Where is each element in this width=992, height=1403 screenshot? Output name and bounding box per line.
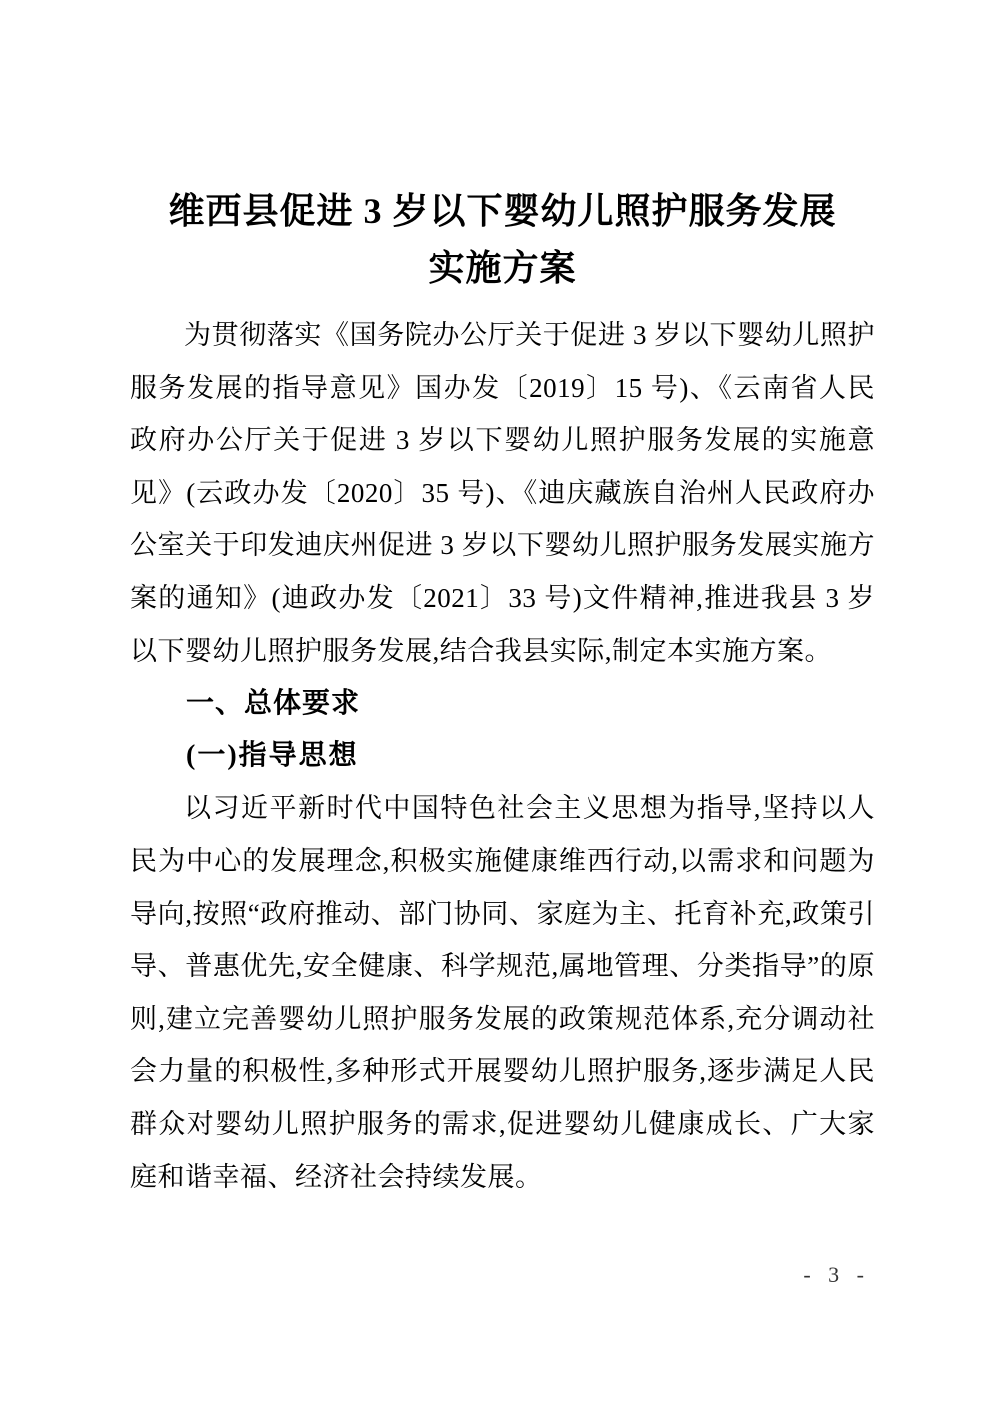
- section-heading-overall-requirements: 一、总体要求: [186, 687, 361, 719]
- subsection-heading-guiding-ideology: (一)指导思想: [186, 739, 359, 771]
- document-title: [130, 0, 875, 297]
- intro-paragraph: 为贯彻落实《国务院办公厅关于促进 3 岁以下婴幼儿照护服务发展的指导意见》国办发〔2019〕15 号)、《云南省人民政府办公厅关于促进 3 岁以下婴幼儿照护服务发展的实施意见》(云政办发〔2020〕35 号)、《迪庆藏族自治州人民政府办公室关于印发迪庆州促进 3 岁以下婴幼儿照护服务发展实施方案的通知》(迪政办发〔2021〕33 号)文件精神,推进我县 3 岁以下婴幼儿照护服务发展,结合我县实际,制定本实施方案。: [130, 320, 875, 666]
- document-title-line2: 实施方案: [428, 248, 577, 288]
- guiding-ideology-paragraph: 以习近平新时代中国特色社会主义思想为指导,坚持以人民为中心的发展理念,积极实施健康维西行动,以需求和问题为导向,按照“政府推动、部门协同、家庭为主、托育补充,政策引导、普惠优先,安全健康、科学规范,属地管理、分类指导”的原则,建立完善婴幼儿照护服务发展的政策规范体系,充分调动社会力量的积极性,多种形式开展婴幼儿照护服务,逐步满足人民群众对婴幼儿照护服务的需求,促进婴幼儿健康成长、广大家庭和谐幸福、经济社会持续发展。: [130, 793, 875, 1192]
- page-number: - 3 -: [803, 1262, 870, 1287]
- document-title-line1: 维西县促进 3 岁以下婴幼儿照护服务发展: [168, 191, 837, 231]
